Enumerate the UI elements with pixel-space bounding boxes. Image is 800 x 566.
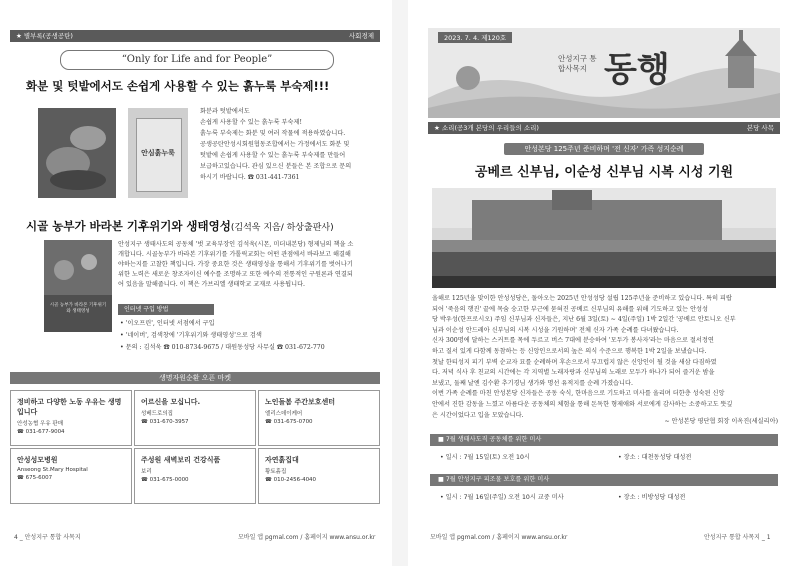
article2-line: 어 있음을 말해줍니다. 이 책은 가브리엘 생태학교 교재로 사용됩니다. <box>118 281 306 288</box>
group-photo <box>432 188 776 288</box>
product-label: 안심흙누룩 <box>141 149 175 157</box>
article2-line: 야하는지를 고찰한 책입니다. 가장 중요한 것은 생태영성을 통해서 기후위기를 벗어나기 <box>118 261 353 268</box>
article1-title: 화분 및 텃밭에서도 손쉽게 사용할 수 있는 흙누룩 부숙제!!! <box>26 79 330 93</box>
right-page <box>408 0 800 566</box>
purchase-item: • 문의 : 김석욱 ☎ 010-8734-9675 / 대원동성당 사무실 ☎ 031-672-770 <box>120 344 325 351</box>
tagline-bar <box>428 122 780 134</box>
ad-box <box>258 448 380 504</box>
ad-tel: ☎ 675-6007 <box>17 475 53 481</box>
article1-line: 공생공탄안성시회원협동조합에서는 가정에서도 화분 및 <box>200 141 350 148</box>
article-line: 님과 이순성 안드레아 신부님의 시복 시성을 기원하며' 전체 신자 가족 순례를 다녀왔습니다. <box>432 326 679 334</box>
ad-tel: ☎ 031-670-3957 <box>141 419 189 425</box>
article-body <box>432 294 778 421</box>
article1-line: 하시기 바랍니다. ☎ 031-441-7361 <box>200 174 300 181</box>
mass1-head: ■ 7월 생태사도직 공동체를 위한 미사 <box>430 434 778 446</box>
article1-line: 손쉽게 사용할 수 있는 흙누룩 부숙제! <box>200 119 302 126</box>
mass2-place: • 장소 : 비방성당 대성전 <box>618 494 686 501</box>
ad-title: 자연흙집대 <box>265 456 299 464</box>
product-bag-photo <box>128 108 188 198</box>
ad-box <box>134 390 256 446</box>
article-line: 이번 가족 순례를 마친 안성본당 신자들은 공동 숙식, 한마음으로 기도하고 미사를 올리며 더한층 성숙된 신앙 <box>432 390 725 398</box>
event-banner: 안성본당 125주년 준비하며 '전 신자' 가족 성지순례 <box>504 143 704 155</box>
masthead-big: 동행 <box>604 50 670 90</box>
soil-photo-art <box>38 108 116 198</box>
ad-tel: ☎ 031-677-9004 <box>17 429 65 435</box>
masthead <box>428 28 780 118</box>
article-line: 안에서 진한 감동을 느꼈고 아름다운 공동체의 체험을 통해 돈독한 형제애와 서로에게 감사하는 소중하고도 뜻깊 <box>432 400 733 408</box>
article-line: 올해로 125년을 맞이한 안성성당은, 돌아오는 2025년 안성성당 설립 125주년을 준비하고 있습니다. 특히 피랍 <box>432 295 733 302</box>
ad-sub: 황토흙집 <box>265 469 287 475</box>
left-page <box>0 0 392 566</box>
ad-title: 정비하고 다양한 노동 우유는 생명입니다 <box>17 398 122 416</box>
article2-body <box>118 240 384 290</box>
article2-line: 안성지구 생태사도의 공동체 '벗 교육부장인 김석욱(시몬, 미더내본당) 형제님의 책을 소 <box>118 241 354 248</box>
mass2-head: ■ 7월 안성지구 피조물 보호를 위한 미사 <box>430 474 778 486</box>
soil-photo <box>38 108 116 198</box>
article1-body <box>200 106 385 183</box>
ad-box <box>134 448 256 504</box>
byline: ~ 안성본당 평단협 회장 이옥진(세실리아) <box>664 418 778 425</box>
book-cover <box>44 240 112 332</box>
ad-title: 주성원 새벽보리 건강식품 <box>141 456 221 464</box>
left-footer-left: 4 _ 안성지구 통합 사목지 <box>14 534 81 541</box>
purchase-item: • '이오프린', 인터넷 서점에서 구입 <box>120 320 215 327</box>
left-footer-right: 모바일 앱 pgmal.com / 홈페이지 www.ansu.or.kr <box>238 534 376 541</box>
book-cover-art <box>44 240 112 332</box>
tagline-right: 본당 사목 <box>746 124 774 132</box>
book-cover-text: 시골 농부가 바라본 기후위기와 생태영성 <box>49 303 107 314</box>
ad-box <box>258 390 380 446</box>
ad-sub: 보리 <box>141 469 152 475</box>
ad-tel: ☎ 031-675-0700 <box>265 419 313 425</box>
ad-tel: ☎ 031-675-0000 <box>141 477 189 483</box>
ad-box <box>10 448 132 504</box>
right-footer-right: 안성지구 통합 사목지 _ 1 <box>704 534 771 541</box>
ad-box <box>10 390 132 446</box>
left-header-bar <box>10 30 380 42</box>
slogan: “Only for Life and for People” <box>60 50 334 70</box>
article-line: 첫날 한티성지 피기 부벽 순교자 묘를 순례하며 후손으로서 부끄럽지 않은 신앙인이 될 것을 새삼 다짐하였 <box>432 358 717 366</box>
mass1-place: • 장소 : 대천동성당 대성전 <box>618 454 692 461</box>
ad-title: 노인돌봄 주간보호센터 <box>265 398 336 406</box>
right-footer-left: 모바일 앱 pgmal.com / 홈페이지 www.ansu.or.kr <box>430 534 568 541</box>
ad-sub: 성베드로의집 <box>141 411 173 417</box>
article1-line: 텃밭에 손쉽게 사용할 수 있는 흙누룩 부숙제를 만들어 <box>200 152 346 159</box>
ad-sub: 안성농협 우유 판매 <box>17 421 64 427</box>
market-head: 생명자원순환 오픈 마켓 <box>10 372 380 384</box>
masthead-small: 안성지구 통합사목지 <box>558 54 597 73</box>
mass2-date: • 일시 : 7월 16일(주일) 오전 10시 교중 미사 <box>440 494 564 501</box>
article1-line: 보급하고있습니다. 관심 있으신 분들은 본 조합으로 문의 <box>200 163 352 170</box>
article-line: 보냈고, 둘째 날엔 김수환 추기경님 생가와 명선 유적지를 순례 가졌습니다. <box>432 379 633 387</box>
purchase-list <box>120 318 384 354</box>
article2-line: 위한 노력은 새로운 창조자이신 예수를 조명하고 또한 예수의 전통적인 구원론과 연결되 <box>118 271 353 278</box>
ad-sub: Anseong St.Mary Hospital <box>17 467 88 473</box>
tagline: ★ 소리(공3개 본당의 우리들의 소리) <box>434 124 539 132</box>
ad-sub: 엘리스데이케어 <box>265 411 303 417</box>
purchase-head: 인터넷 구입 방법 <box>118 304 214 315</box>
article2-title-text: 시골 농부가 바라본 기후위기와 생태영성 <box>26 219 231 233</box>
article-line: 신자 300명에 달하는 스커트를 목에 두르고 버스 7대에 분승하여 '모두가 봉사자'라는 마음으로 절서정연 <box>432 337 714 345</box>
article1-line: 화분과 텃밭에서도 <box>200 108 250 115</box>
page-gutter <box>392 0 408 566</box>
article-line: 하고 질서 있게 다함께 동참하는 등 신앙인으로서의 높은 의식 수준으로 행복한 1박 2일을 보냈습니다. <box>432 347 707 355</box>
article2-line: 개합니다. 시골농부가 바라본 기후위기를 가톨릭교회는 어떤 관점에서 바라보고 해결해 <box>118 251 351 258</box>
article2-subtitle: (김석욱 지음/ 하상출판사) <box>230 223 334 233</box>
article-line: 다. 저녁 식사 후 친교의 시간에는 각 지역별 노래자랑과 신부님의 노래로 모두가 하나가 되어 즐거운 밤을 <box>432 369 715 377</box>
article-title: 공베르 신부님, 이순성 신부님 시복 시성 기원 <box>474 165 734 180</box>
header-tag: ★ 별부록(공생공탄) <box>16 32 73 40</box>
ad-tel: ☎ 010-2456-4040 <box>265 477 317 483</box>
article-line: 당 박우성(한프로시오) 주임 신부님과 신자들은, 지난 6월 3일(토) ~ 4일(주일) 1박 2일간 '공베르 안토니오 신부 <box>432 316 736 324</box>
group-photo-art <box>432 188 776 288</box>
purchase-item: • '네이버', 검색창에 '기후위기와 생태영성'으로 검색 <box>120 332 262 339</box>
article2-title <box>26 218 334 234</box>
article1-line: 흙누룩 부숙제는 화분 및 여러 작물에 적용하였습니다. <box>200 130 346 137</box>
mass1-date: • 일시 : 7월 15일(토) 오전 10시 <box>440 454 530 461</box>
issue-label: 2023. 7. 4. 제120호 <box>438 32 512 43</box>
ad-title: 어르신을 모십니다. <box>141 398 201 406</box>
article-line: 되어 '죽음의 행진' 끝에 목숨 숭고한 부근에 묻혀진 공베르 신부님의 유해를 위해 기도하고 있는 안성성 <box>432 305 708 313</box>
article-line: 은 시간이었다고 입을 모았습니다. <box>432 411 524 419</box>
header-section: 사회경제 <box>348 32 374 40</box>
ad-title: 안성성모병원 <box>17 456 58 464</box>
